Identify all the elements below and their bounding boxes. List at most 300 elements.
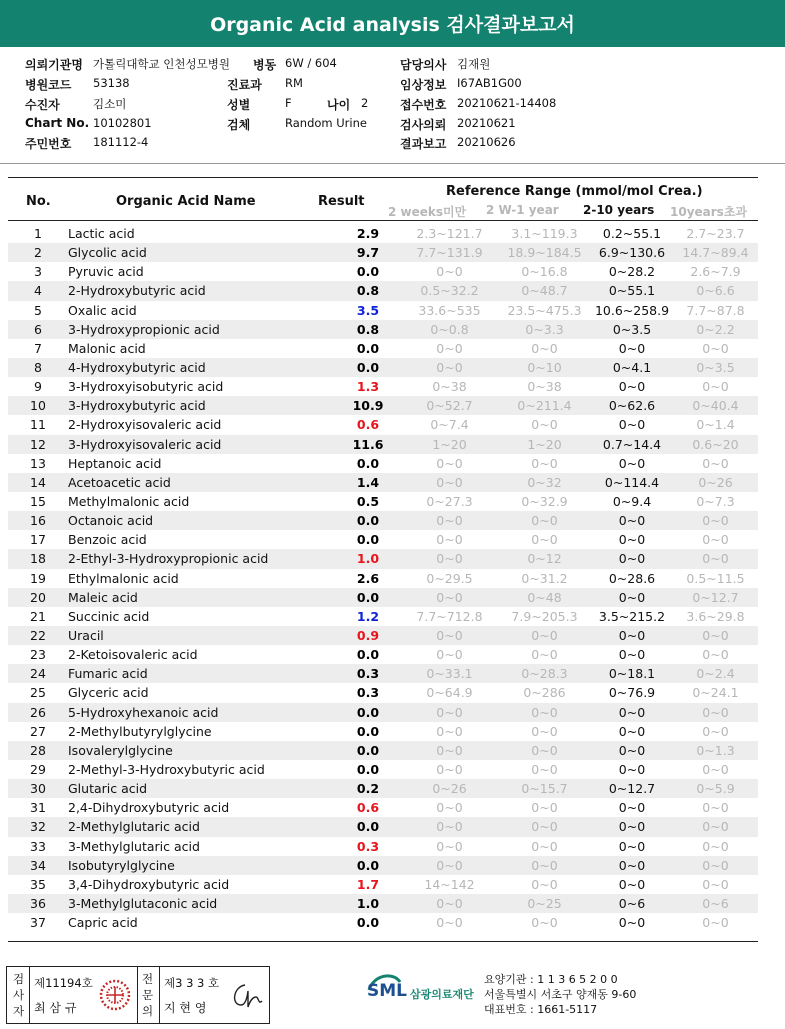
- result-value: 1.7: [356, 876, 380, 892]
- table-row: [8, 358, 758, 377]
- table-bottom-rule: [8, 941, 758, 942]
- ref-range-10y: 0~0: [702, 915, 729, 931]
- result-value: 0.0: [356, 264, 380, 280]
- ref-range-10y: 0~2.2: [673, 320, 758, 339]
- table-row: [8, 415, 758, 434]
- row-number: 5: [34, 302, 42, 318]
- ref-range-2w-1y: 0~0: [531, 417, 558, 433]
- result-value: 0.9: [335, 626, 401, 645]
- table-row: [8, 339, 758, 358]
- ref-range-2-10y: 10.6~258.9: [594, 302, 670, 318]
- id-value: 181112-4: [93, 135, 149, 149]
- row-number: 14: [8, 473, 68, 492]
- acid-name: 5-Hydroxyhexanoic acid: [68, 703, 335, 722]
- ref-range-2w-1y: 0~0: [498, 703, 591, 722]
- result-value: 0.0: [356, 723, 380, 739]
- result-value: 0.0: [356, 455, 380, 471]
- ref-range-2-10y: 0~114.4: [591, 473, 673, 492]
- ref-range-2weeks: 0~7.4: [430, 417, 469, 433]
- ref-range-2weeks: 0~0.8: [401, 320, 498, 339]
- ref-range-10y: 0~0: [702, 838, 729, 854]
- row-number: 27: [30, 723, 46, 739]
- header-age-2w-1y: 2 W-1 year: [486, 203, 559, 217]
- result-value: 0.3: [335, 664, 401, 683]
- ref-range-10y: 0~1.4: [696, 417, 735, 433]
- ref-range-2-10y: 0~0: [618, 379, 646, 395]
- ref-range-2w-1y: 0~10: [498, 358, 591, 377]
- result-value: 9.7: [335, 243, 401, 262]
- ref-range-10y: 0~0: [673, 549, 758, 568]
- table-row: [8, 320, 758, 339]
- header-age-2-10y: 2-10 years: [583, 203, 655, 217]
- ref-range-10y: 0~0: [702, 532, 729, 548]
- ref-range-2weeks: 0~0: [401, 511, 498, 530]
- ref-range-2w-1y: 0~0: [531, 838, 558, 854]
- ref-range-2-10y: 0~0: [618, 838, 646, 854]
- table-row: [8, 664, 758, 683]
- result-value: 0.0: [356, 532, 380, 548]
- doctor-label: 담당의사: [400, 58, 447, 72]
- table-row: [8, 683, 758, 702]
- ref-range-10y: 0~3.5: [673, 358, 758, 377]
- header-reference: Reference Range (mmol/mol Crea.): [446, 184, 703, 199]
- report-title-banner: [0, 0, 785, 47]
- ref-range-2weeks: 0~0: [436, 723, 463, 739]
- table-row: [8, 301, 758, 320]
- ref-range-10y: 0~6.6: [673, 281, 758, 300]
- table-row: [8, 837, 758, 856]
- result-value: 1.0: [335, 894, 401, 913]
- examiner-license: 제11194호: [34, 976, 93, 990]
- table-row: [8, 511, 758, 530]
- patient-value: 김소미: [93, 97, 127, 111]
- ref-range-2w-1y: 18.9~184.5: [498, 243, 591, 262]
- ref-range-2weeks: 0~0: [401, 358, 498, 377]
- ref-range-10y: 0~2.4: [673, 664, 758, 683]
- receipt-value: 20210621-14408: [457, 96, 557, 110]
- acid-name: 4-Hydroxybutyric acid: [68, 358, 335, 377]
- ref-range-2weeks: 0~0: [401, 817, 498, 836]
- care-org-number: 요양기관 : 1 1 3 6 5 2 0 0: [484, 973, 618, 986]
- acid-name: 3-Hydroxybutyric acid: [68, 396, 335, 415]
- acid-name: Glutaric acid: [68, 779, 335, 798]
- ref-range-2w-1y: 1~20: [498, 435, 591, 454]
- ref-range-2weeks: 0~0: [436, 838, 463, 854]
- table-row: [8, 435, 758, 454]
- row-number: 9: [34, 379, 42, 395]
- ref-range-2-10y: 0~0: [618, 876, 646, 892]
- table-row: [8, 760, 758, 779]
- acid-name: Fumaric acid: [68, 664, 335, 683]
- row-number: 3: [34, 264, 42, 280]
- acid-name: Benzoic acid: [68, 532, 147, 548]
- ref-range-2w-1y: 0~0: [531, 762, 558, 777]
- request-value: 20210621: [457, 116, 516, 130]
- table-row: [8, 549, 758, 568]
- ref-range-2weeks: 1~20: [401, 435, 498, 454]
- row-number: 19: [30, 570, 46, 586]
- results-table-body: [8, 224, 758, 932]
- ref-range-2-10y: 0~55.1: [591, 281, 673, 300]
- sml-logo-text: SML: [367, 981, 407, 1001]
- receipt-label: 접수번호: [400, 98, 447, 112]
- ref-range-2weeks: 7.7~131.9: [401, 243, 498, 262]
- acid-name: Succinic acid: [68, 608, 150, 624]
- specimen-value: Random Urine: [285, 116, 367, 130]
- row-number: 12: [8, 435, 68, 454]
- row-number: 30: [8, 779, 68, 798]
- ref-range-2weeks: 0~0: [401, 626, 498, 645]
- ref-range-10y: 0~1.3: [673, 741, 758, 760]
- ref-range-2-10y: 0~0: [591, 549, 673, 568]
- specialist-label: 전문의: [142, 972, 154, 1018]
- acid-name: Acetoacetic acid: [68, 473, 335, 492]
- acid-name: Glyceric acid: [68, 685, 149, 701]
- ref-range-2w-1y: 0~48.7: [498, 281, 591, 300]
- acid-name: Lactic acid: [68, 226, 135, 242]
- ref-range-2-10y: 0~0: [618, 417, 646, 433]
- acid-name: Pyruvic acid: [68, 264, 144, 280]
- table-row: [8, 454, 758, 473]
- result-value: 1.2: [356, 608, 380, 624]
- acid-name: Oxalic acid: [68, 302, 137, 318]
- table-row: [8, 817, 758, 836]
- ref-range-2-10y: 6.9~130.6: [591, 243, 673, 262]
- ref-range-2-10y: 0~0: [618, 800, 646, 816]
- ref-range-2w-1y: 0~48: [498, 588, 591, 607]
- result-value: 0.0: [356, 340, 380, 356]
- ref-range-2w-1y: 0~0: [498, 856, 591, 875]
- ref-range-2weeks: 0.5~32.2: [401, 281, 498, 300]
- hospcode-label: 병원코드: [25, 78, 72, 92]
- ref-range-10y: 0~0: [702, 723, 729, 739]
- ref-range-2weeks: 0~0: [436, 915, 463, 931]
- row-number: 37: [30, 915, 46, 931]
- ref-range-2weeks: 0~0: [401, 473, 498, 492]
- table-row: [8, 798, 758, 817]
- ref-range-2-10y: 0~0: [618, 762, 646, 777]
- ref-range-2weeks: 0~0: [436, 762, 463, 777]
- table-row: [8, 875, 758, 894]
- ref-range-2w-1y: 0~0: [531, 723, 558, 739]
- result-value: 0.8: [335, 281, 401, 300]
- acid-name: 3-Hydroxypropionic acid: [68, 320, 335, 339]
- acid-name: 2,4-Dihydroxybutyric acid: [68, 800, 230, 816]
- ref-range-10y: 0~0: [702, 379, 729, 395]
- acid-name: 3-Methylglutaconic acid: [68, 894, 335, 913]
- ref-range-10y: 3.6~29.8: [686, 608, 745, 624]
- acid-name: Isovalerylglycine: [68, 741, 335, 760]
- row-number: 10: [8, 396, 68, 415]
- sex-label: 성별: [227, 98, 251, 112]
- result-value: 2.6: [356, 570, 380, 586]
- ref-range-2w-1y: 0~12: [498, 549, 591, 568]
- result-value: 3.5: [356, 302, 380, 318]
- clinical-label: 임상정보: [400, 78, 447, 92]
- ref-range-2weeks: 0~33.1: [401, 664, 498, 683]
- header-age-2weeks: 2 weeks미만: [388, 205, 467, 219]
- ref-range-10y: 0~7.3: [696, 494, 735, 510]
- ref-range-2weeks: 0~0: [401, 741, 498, 760]
- ref-range-2w-1y: 0~15.7: [498, 779, 591, 798]
- ref-range-2w-1y: 0~211.4: [498, 396, 591, 415]
- ref-range-2-10y: 0~0: [591, 511, 673, 530]
- ref-range-10y: 0~5.9: [673, 779, 758, 798]
- ref-range-2w-1y: 0~0: [498, 741, 591, 760]
- age-value: 2: [361, 96, 369, 110]
- ref-range-2-10y: 0~0: [618, 647, 646, 663]
- row-number: 7: [34, 340, 42, 356]
- acid-name: 2-Methyl-3-Hydroxybutyric acid: [68, 762, 265, 777]
- ref-range-2weeks: 0~0: [401, 588, 498, 607]
- row-number: 15: [30, 494, 46, 510]
- table-row: [8, 722, 758, 741]
- row-number: 6: [8, 320, 68, 339]
- hospcode-value: 53138: [93, 76, 130, 90]
- ref-range-10y: 0~0: [702, 876, 729, 892]
- examiner-name: 최 삼 규: [34, 1001, 77, 1015]
- ref-range-2w-1y: 0~32: [498, 473, 591, 492]
- chart-value: 10102801: [93, 116, 152, 130]
- ref-range-2w-1y: 0~0: [531, 915, 558, 931]
- report-date-label: 결과보고: [400, 137, 447, 151]
- ref-range-2-10y: 0~0: [591, 588, 673, 607]
- table-row: [8, 396, 758, 415]
- ref-range-2-10y: 0~0: [591, 741, 673, 760]
- ref-range-2w-1y: 0~0: [531, 876, 558, 892]
- ref-range-10y: 14.7~89.4: [673, 243, 758, 262]
- ref-range-2-10y: 0~0: [591, 626, 673, 645]
- row-number: 16: [8, 511, 68, 530]
- ref-range-2w-1y: 0~31.2: [521, 570, 568, 586]
- ref-range-2-10y: 0~0: [618, 723, 646, 739]
- ref-range-10y: 0~0: [673, 626, 758, 645]
- ref-range-10y: 0~0: [673, 817, 758, 836]
- acid-name: Capric acid: [68, 915, 138, 931]
- ref-range-2w-1y: 0~0: [531, 532, 558, 548]
- doctor-value: 김재원: [457, 57, 491, 71]
- header-name: Organic Acid Name: [116, 194, 256, 209]
- table-row: [8, 703, 758, 722]
- row-number: 26: [8, 703, 68, 722]
- result-value: 0.0: [335, 511, 401, 530]
- acid-name: Glycolic acid: [68, 243, 335, 262]
- ref-range-2-10y: 0~62.6: [591, 396, 673, 415]
- result-value: 0.0: [335, 703, 401, 722]
- ref-range-10y: 0~0: [702, 800, 729, 816]
- report-date-value: 20210626: [457, 135, 516, 149]
- foundation-address: 서울특별시 서초구 양재동 9-60: [484, 988, 637, 1001]
- table-row: [8, 856, 758, 875]
- table-header-rule: [8, 220, 758, 221]
- ref-range-2weeks: 0~29.5: [426, 570, 473, 586]
- table-row: [8, 377, 758, 396]
- chart-label: Chart No.: [25, 116, 90, 130]
- ref-range-10y: 0~6: [673, 894, 758, 913]
- ref-range-2w-1y: 0~0: [498, 817, 591, 836]
- acid-name: 2-Ketoisovaleric acid: [68, 647, 198, 663]
- acid-name: 3-Methylglutaric acid: [68, 838, 200, 854]
- specialist-license: 제3 3 3 호: [164, 976, 220, 990]
- ref-range-2w-1y: 0~0: [531, 647, 558, 663]
- row-number: 33: [30, 838, 46, 854]
- row-number: 25: [30, 685, 46, 701]
- row-number: 4: [8, 281, 68, 300]
- table-row: [8, 588, 758, 607]
- institution-value: 가톨릭대학교 인천성모병원: [93, 57, 230, 71]
- acid-name: 2-Hydroxybutyric acid: [68, 281, 335, 300]
- result-value: 0.0: [335, 856, 401, 875]
- ref-range-2w-1y: 0~28.3: [498, 664, 591, 683]
- ref-range-2weeks: 0~26: [401, 779, 498, 798]
- row-number: 24: [8, 664, 68, 683]
- ref-range-2weeks: 0~27.3: [426, 494, 473, 510]
- row-number: 31: [30, 800, 46, 816]
- results-table: [8, 224, 758, 932]
- patient-info-block: [25, 56, 765, 152]
- ref-range-2w-1y: 0~0: [531, 455, 558, 471]
- ref-range-2-10y: 0~9.4: [612, 494, 652, 510]
- ref-range-2weeks: 0~0: [436, 340, 463, 356]
- id-label: 주민번호: [25, 137, 72, 151]
- ref-range-2weeks: 0~64.9: [426, 685, 473, 701]
- result-value: 0.6: [356, 800, 380, 816]
- acid-name: Ethylmalonic acid: [68, 570, 179, 586]
- result-value: 0.0: [356, 762, 380, 777]
- ref-range-2weeks: 0~0: [436, 532, 463, 548]
- acid-name: 2-Ethyl-3-Hydroxypropionic acid: [68, 549, 335, 568]
- ref-range-10y: 0~12.7: [673, 588, 758, 607]
- ref-range-10y: 0.6~20: [673, 435, 758, 454]
- table-row: [8, 741, 758, 760]
- examiner-label: 검사자: [13, 972, 25, 1018]
- ref-range-2-10y: 0.2~55.1: [602, 226, 662, 242]
- table-row: [8, 243, 758, 262]
- ref-range-10y: 0~24.1: [692, 685, 739, 701]
- examiner-seal-icon: [97, 973, 133, 1021]
- ref-range-2-10y: 0.7~14.4: [591, 435, 673, 454]
- ref-range-2w-1y: 23.5~475.3: [507, 302, 582, 318]
- row-number: 34: [8, 856, 68, 875]
- ref-range-10y: 0~0: [673, 703, 758, 722]
- result-value: 10.9: [335, 396, 401, 415]
- table-row: [8, 530, 758, 549]
- row-number: 32: [8, 817, 68, 836]
- result-value: 0.0: [335, 741, 401, 760]
- result-value: 0.3: [356, 838, 380, 854]
- result-value: 0.0: [356, 915, 380, 931]
- ref-range-2w-1y: 3.1~119.3: [511, 226, 578, 242]
- ref-range-10y: 2.7~23.7: [686, 226, 745, 242]
- clinical-value: I67AB1G00: [457, 76, 522, 90]
- table-row: [8, 913, 758, 932]
- ref-range-10y: 0.5~11.5: [686, 570, 745, 586]
- acid-name: 3-Hydroxyisobutyric acid: [68, 379, 224, 395]
- request-label: 검사의뢰: [400, 118, 447, 132]
- sex-value: F: [285, 96, 292, 110]
- ref-range-10y: 0~0: [702, 647, 729, 663]
- ref-range-2w-1y: 0~0: [498, 511, 591, 530]
- result-value: 0.8: [335, 320, 401, 339]
- acid-name: 2-Methylglutaric acid: [68, 817, 335, 836]
- result-value: 0.2: [335, 779, 401, 798]
- row-number: 21: [30, 608, 46, 624]
- ref-range-2weeks: 14~142: [424, 876, 475, 892]
- ref-range-2weeks: 0~0: [436, 800, 463, 816]
- table-top-rule: [8, 177, 758, 178]
- result-value: 0.3: [356, 685, 380, 701]
- ref-range-10y: 0~0: [702, 455, 729, 471]
- acid-name: Heptanoic acid: [68, 455, 162, 471]
- dept-value: RM: [285, 76, 303, 90]
- row-number: 23: [30, 647, 46, 663]
- acid-name: Malonic acid: [68, 340, 146, 356]
- acid-name: Methylmalonic acid: [68, 494, 190, 510]
- ref-range-2-10y: 0~12.7: [591, 779, 673, 798]
- ward-value: 6W / 604: [285, 56, 337, 70]
- result-value: 2.9: [356, 226, 380, 242]
- ref-range-10y: 0~0: [673, 856, 758, 875]
- foundation-name: 삼광의료재단: [410, 988, 474, 1001]
- ref-range-2weeks: 2.3~121.7: [416, 226, 483, 242]
- table-row: [8, 224, 758, 243]
- row-number: 13: [30, 455, 46, 471]
- ref-range-2weeks: 0~0: [436, 264, 463, 280]
- table-row: [8, 645, 758, 664]
- specialist-signature-icon: [229, 979, 265, 1017]
- ref-range-2-10y: 0~4.1: [591, 358, 673, 377]
- acid-name: 2-Methylbutyrylglycine: [68, 723, 212, 739]
- table-row: [8, 262, 758, 281]
- age-label: 나이: [327, 98, 351, 112]
- ref-range-10y: 2.6~7.9: [690, 264, 741, 280]
- section-divider: [0, 163, 785, 164]
- row-number: 18: [8, 549, 68, 568]
- ref-range-2-10y: 3.5~215.2: [598, 608, 666, 624]
- ref-range-2-10y: 0~0: [618, 915, 646, 931]
- table-row: [8, 492, 758, 511]
- ref-range-2-10y: 0~6: [591, 894, 673, 913]
- signature-box: [6, 966, 270, 1024]
- ref-range-2weeks: 0~52.7: [401, 396, 498, 415]
- acid-name: Uracil: [68, 626, 335, 645]
- result-value: 0.0: [335, 358, 401, 377]
- ref-range-2-10y: 0~3.5: [591, 320, 673, 339]
- row-number: 20: [8, 588, 68, 607]
- ref-range-2w-1y: 7.9~205.3: [511, 608, 578, 624]
- ref-range-2weeks: 0~38: [432, 379, 467, 395]
- dept-label: 진료과: [227, 78, 262, 92]
- ref-range-10y: 0~26: [673, 473, 758, 492]
- result-value: 0.6: [356, 417, 380, 433]
- row-number: 22: [8, 626, 68, 645]
- acid-name: 3,4-Dihydroxybutyric acid: [68, 876, 230, 892]
- ref-range-2w-1y: 0~0: [531, 800, 558, 816]
- row-number: 29: [30, 762, 46, 777]
- result-value: 1.3: [356, 379, 380, 395]
- report-title: Organic Acid analysis 검사결과보고서: [210, 14, 575, 36]
- row-number: 35: [30, 876, 46, 892]
- ref-range-2weeks: 0~0: [401, 856, 498, 875]
- ref-range-2-10y: 0~0: [591, 856, 673, 875]
- result-value: 0.0: [356, 647, 380, 663]
- patient-label: 수진자: [25, 98, 60, 112]
- foundation-phone: 대표번호 : 1661-5117: [484, 1003, 598, 1016]
- ref-range-2w-1y: 0~0: [531, 340, 558, 356]
- row-number: 17: [30, 532, 46, 548]
- row-number: 2: [8, 243, 68, 262]
- header-no: No.: [26, 194, 51, 209]
